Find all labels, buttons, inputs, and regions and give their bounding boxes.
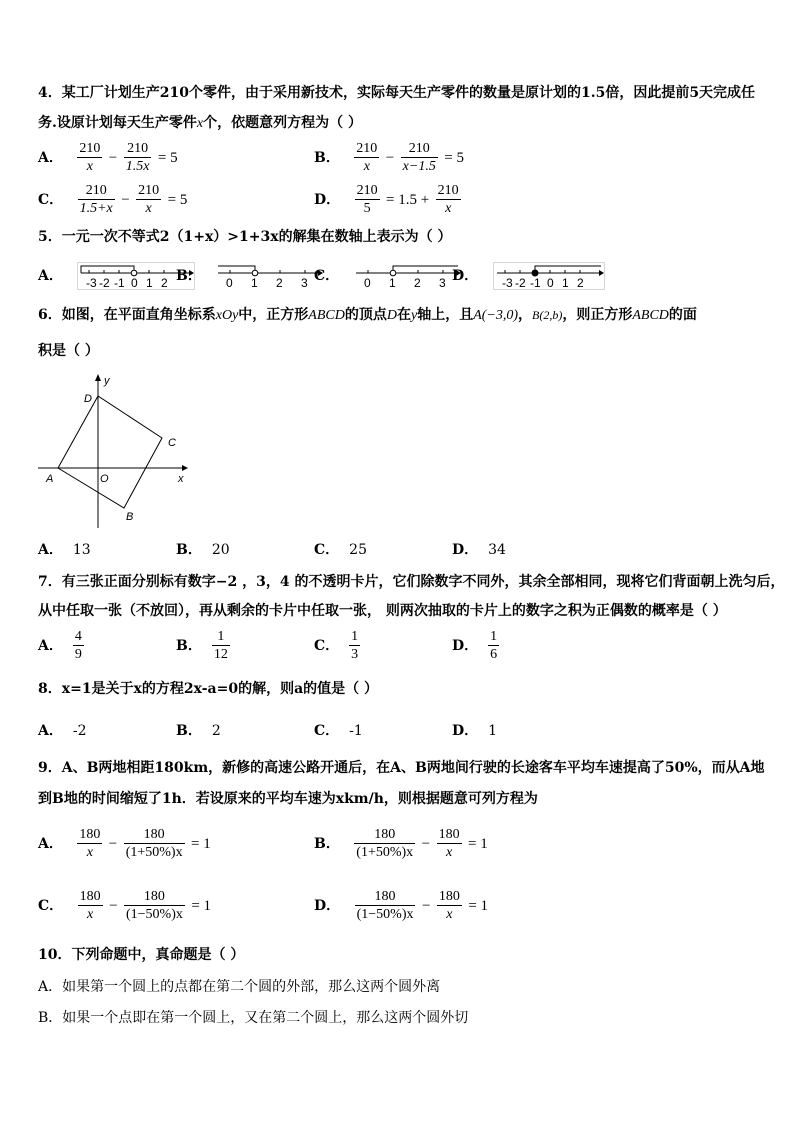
number-line-d	[493, 262, 605, 290]
rhs: = 1	[468, 897, 489, 914]
option-value: 20	[211, 542, 230, 558]
tick-label: -1	[114, 276, 125, 290]
operator: −	[121, 191, 130, 208]
tick-label: -2	[99, 276, 110, 290]
q8-option-a[interactable]	[38, 722, 87, 740]
q6-option-c[interactable]	[314, 541, 367, 559]
fraction: $\frac{1}{3}$	[351, 629, 359, 662]
label-o: O	[100, 473, 109, 485]
rhs: = 5	[167, 191, 188, 208]
math-y: y	[410, 308, 418, 323]
label-b: B	[126, 511, 134, 523]
rhs: = 1	[191, 835, 211, 852]
number-line-c	[354, 262, 462, 290]
rhs: = 1	[191, 897, 212, 914]
fraction: $\frac{180}{(1+50\%)x}$	[356, 827, 414, 860]
q9-stem-line1: 9．A、B两地相距180km，新修的高速公路开通后，在A、B两地间行驶的长途客车平均车速提高了50%，而从A地	[38, 760, 765, 776]
q7-stem-line2: 从中任取一张（不放回），再从剩余的卡片中任取一张， 则两次抽取的卡片上的数字之积为正偶数的概率是（ ）	[38, 603, 727, 619]
option-label: A．	[38, 268, 63, 284]
tick-label: 0	[546, 276, 554, 290]
q5-option-c[interactable]	[314, 262, 462, 290]
q4-option-c[interactable]	[38, 182, 189, 217]
fraction: $\frac{210}{1.5x}$	[125, 141, 150, 174]
q5-option-d[interactable]	[452, 262, 605, 290]
tick-label: 1	[251, 276, 258, 290]
option-label: C．	[314, 723, 340, 739]
fraction: $\frac{180}{x}$	[438, 827, 460, 860]
open-circle	[252, 270, 258, 276]
option-label: D．	[314, 897, 341, 914]
tick-label: 3	[301, 276, 308, 290]
option-value: 1	[488, 723, 498, 739]
fraction: $\frac{4}{9}$	[74, 629, 82, 662]
q9-option-d[interactable]: D． $\frac{180}{(1-50\%)x}$ − $\frac{180}{x}$ = 1	[314, 889, 489, 922]
fraction: $\frac{1}{6}$	[490, 629, 498, 662]
q5-option-b[interactable]	[176, 262, 324, 290]
q4-stem-tail: 个，依题意列方程为（ ）	[203, 115, 362, 131]
fraction: $\frac{210}{x}$	[437, 183, 459, 216]
fraction: $\frac{210}{5}$	[356, 183, 378, 216]
q6-stem-line1: 6．如图，在平面直角坐标系xOy中，正方形ABCD的顶点D在y轴上，且A(−3,0)，B(2,b)，则正方形ABCD的面	[38, 307, 697, 323]
tick-label: 2	[413, 276, 421, 290]
q9-option-a[interactable]: A． $\frac{180}{x}$ − $\frac{180}{(1+50\%)x}$ = 1	[38, 827, 211, 860]
q4-stem-line2	[38, 114, 362, 133]
q7-option-c[interactable]	[314, 628, 360, 663]
math-abcd: ABCD	[308, 308, 345, 323]
number-line-b	[216, 262, 324, 290]
option-label: D．	[314, 191, 341, 208]
q10-option-b[interactable]: B．如果一个点即在第一个圆上，又在第二个圆上，那么这两个圆外切	[38, 1010, 469, 1026]
q4-option-b[interactable]	[314, 140, 466, 175]
label-x: x	[178, 473, 184, 485]
option-label: C．	[314, 268, 340, 284]
q6-figure-square	[36, 368, 196, 532]
q8-stem: 8．x=1是关于x的方程2x-a=0的解，则a的值是（ ）	[38, 681, 379, 697]
rhs: = 5	[157, 149, 178, 166]
fraction: $\frac{210}{1.5+x}$	[79, 183, 113, 216]
math-d: D	[386, 308, 397, 323]
tick-label: 1	[146, 276, 154, 290]
option-label: C．	[38, 191, 64, 208]
q6-stem-line2: 积是（ ）	[38, 343, 99, 359]
math-abcd: ABCD	[632, 308, 669, 323]
rhs: = 1	[468, 835, 488, 852]
math-xoy: xOy	[215, 308, 239, 323]
option-label: D．	[452, 542, 479, 558]
q7-stem-line1: 7．有三张正面分别标有数字−2 ，3，4 的不透明卡片，它们除数字不同外，其余全部相同，现将它们背面朝上洗匀后，	[38, 574, 785, 590]
q7-option-d[interactable]	[452, 628, 499, 663]
fraction: $\frac{180}{(1-50\%)x}$	[356, 889, 414, 922]
option-label: C．	[314, 542, 340, 558]
label-c: C	[168, 437, 176, 449]
label-y: y	[104, 375, 110, 387]
q6-option-b[interactable]	[176, 541, 230, 559]
option-label: B．	[314, 835, 340, 852]
option-value: 25	[349, 542, 367, 558]
option-value: 2	[211, 723, 221, 739]
open-circle	[390, 270, 396, 276]
label-a: A	[46, 473, 54, 485]
fraction: $\frac{180}{x}$	[79, 827, 101, 860]
tick-label: -2	[514, 276, 526, 290]
tick-label: 2	[576, 276, 584, 290]
open-circle	[132, 270, 138, 276]
q8-option-c[interactable]	[314, 722, 363, 740]
option-label: C．	[314, 637, 340, 654]
point-a-coord: A(−3,0)	[473, 308, 519, 323]
tick-label: -3	[86, 276, 97, 290]
fraction: $\frac{210}{x}$	[356, 141, 378, 174]
q4-variable: x	[196, 116, 204, 131]
tick-label: 1	[388, 276, 396, 290]
q9-option-b[interactable]: B． $\frac{180}{(1+50\%)x}$ − $\frac{180}{x}$ = 1	[314, 827, 488, 860]
tick-label: 1	[561, 276, 569, 290]
fraction: $\frac{180}{(1-50\%)x}$	[125, 889, 183, 922]
operator: −	[385, 149, 395, 166]
q10-stem: 10．下列命题中，真命题是（ ）	[38, 947, 245, 963]
fraction: $\frac{210}{x}$	[79, 141, 101, 174]
q4-stem-line1: 4．某工厂计划生产210个零件，由于采用新技术，实际每天生产零件的数量是原计划的1.5倍，因此提前5天完成任	[38, 85, 756, 101]
tick-label: 0	[363, 276, 371, 290]
option-label: B．	[176, 723, 202, 739]
fraction: $\frac{180}{x}$	[79, 889, 101, 922]
q5-option-a[interactable]	[38, 262, 195, 290]
square-abcd	[58, 396, 162, 508]
option-value: 34	[488, 542, 506, 558]
tick-label: 0	[226, 276, 233, 290]
fraction: $\frac{1}{12}$	[213, 629, 228, 662]
q8-option-d[interactable]	[452, 722, 497, 740]
label-d: D	[84, 393, 92, 405]
rhs: = 5	[444, 149, 465, 166]
fraction: $\frac{210}{x-1.5}$	[402, 141, 436, 174]
option-label: A．	[38, 637, 63, 654]
q10-option-a[interactable]: A．如果第一个圆上的点都在第二个圆的外部，那么这两个圆外离	[38, 979, 441, 995]
fraction: $\frac{180}{x}$	[438, 889, 460, 922]
q6-option-d[interactable]	[452, 541, 506, 559]
option-label: B．	[176, 637, 202, 654]
fraction: $\frac{180}{(1+50\%)x}$	[125, 827, 183, 860]
operator: −	[108, 149, 118, 166]
tick-label: 3	[438, 276, 446, 290]
point-b-coord: B(2,b)	[532, 308, 563, 322]
fraction: $\frac{210}{x}$	[138, 183, 160, 216]
option-label: B．	[176, 268, 202, 284]
option-label: B．	[176, 542, 202, 558]
option-value: -2	[72, 723, 87, 739]
q8-option-b[interactable]	[176, 722, 221, 740]
q9-stem-line2: 到B地的时间缩短了1h．若设原来的平均车速为xkm/h，则根据题意可列方程为	[38, 791, 538, 807]
q4-option-d[interactable]	[314, 182, 461, 217]
operator: = 1.5 +	[386, 191, 430, 208]
q6-option-a[interactable]	[38, 541, 91, 559]
option-label: A．	[38, 542, 63, 558]
option-label: D．	[452, 637, 479, 654]
option-value: -1	[349, 723, 363, 739]
tick-label: 2	[276, 276, 283, 290]
q9-option-c[interactable]: C． $\frac{180}{x}$ − $\frac{180}{(1-50\%)x}$ = 1	[38, 889, 212, 922]
q7-option-b[interactable]	[176, 628, 230, 663]
option-label: D．	[452, 723, 479, 739]
option-label: A．	[38, 149, 63, 166]
tick-label: 2	[161, 276, 169, 290]
tick-label: 0	[131, 276, 139, 290]
tick-label: -1	[529, 276, 541, 290]
tick-label: -3	[501, 276, 513, 290]
q4-stem-text: 务.设原计划每天生产零件	[38, 115, 197, 131]
q5-stem: 5．一元一次不等式2（1+x）>1+3x的解集在数轴上表示为（ ）	[38, 229, 452, 245]
q7-option-a[interactable]	[38, 628, 84, 663]
option-label: A．	[38, 835, 63, 852]
option-label: D．	[452, 268, 479, 284]
q4-option-a[interactable]	[38, 140, 180, 175]
option-label: B．	[314, 149, 340, 166]
option-value: 13	[72, 542, 91, 558]
option-label: A．	[38, 723, 63, 739]
option-label: C．	[38, 897, 64, 914]
